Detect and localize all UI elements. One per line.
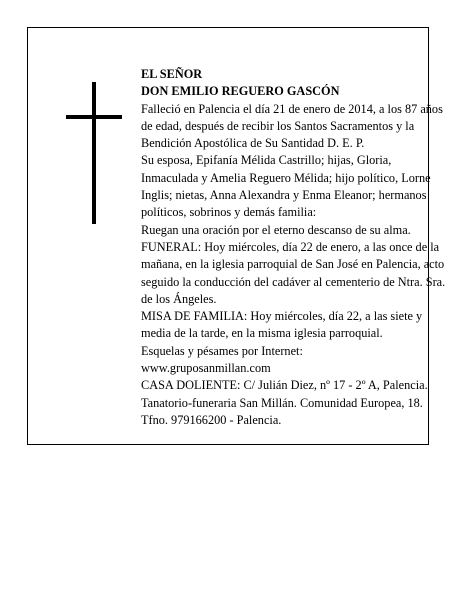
mourning-house-address: CASA DOLIENTE: C/ Julián Diez, nº 17 - 2º A, Palencia. [141,378,428,393]
cross-icon-horizontal-bar [66,115,122,119]
internet-condolences-label: Esquelas y pésames por Internet: [141,343,303,358]
family-mass-details: MISA DE FAMILIA: Hoy miércoles, día 22, a las siete y media de la tarde, en la misma iglesia parroquial. [141,309,423,341]
obituary-text-block [141,66,447,429]
family-members: Su esposa, Epifanía Mélida Castrillo; hijas, Gloria, Inmaculada y Amelia Reguero Mélida; hijo político, Lorne Inglis; nietas, Anna Alexandra y Enma Eleanor; hermanos políticos, sobrinos y demás familia: [141,153,431,220]
death-announcement: Falleció en Palencia el día 21 de enero de 2014, a los 87 años de edad, después de recibir los Santos Sacramentos y la Bendición Apostólica de Su Santidad D. E. P. [141,101,443,151]
cross-icon-vertical-bar [92,82,96,224]
notice-title: EL SEÑOR [141,67,203,81]
condolences-website: www.gruposanmillan.com [141,361,271,376]
prayer-request: Ruegan una oración por el eterno descanso de su alma. [141,222,411,237]
funeral-home-info: Tanatorio-funeraria San Millán. Comunidad Europea, 18. Tfno. 979166200 - Palencia. [141,395,423,427]
deceased-name: DON EMILIO REGUERO GASCÓN [141,84,340,99]
obituary-notice-frame [27,27,446,445]
funeral-details: FUNERAL: Hoy miércoles, día 22 de enero, a las once de la mañana, en la iglesia parroquial de San José en Palencia, acto seguido la conducción del cadáver al cementerio de Ntra. Sra. de los Ángeles. [141,239,446,306]
